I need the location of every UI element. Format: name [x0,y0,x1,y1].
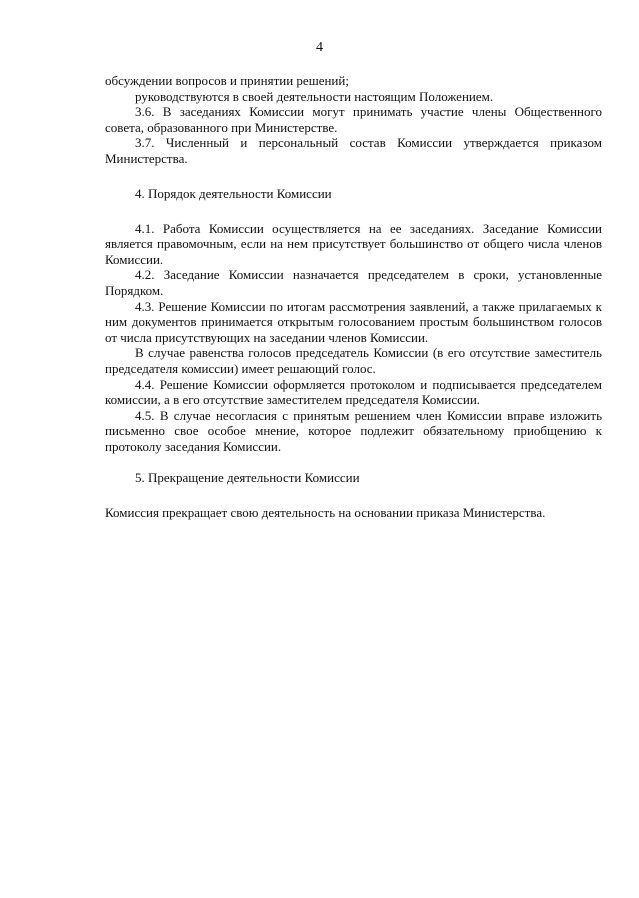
page-number: 4 [316,40,323,55]
paragraph-3-7: 3.7. Численный и персональный состав Комиссии утверждается приказом Министерства. [105,135,602,166]
paragraph-3-6: 3.6. В заседаниях Комиссии могут принимать участие члены Общественного совета, образованного при Министерстве. [105,104,602,135]
section-5-title: 5. Прекращение деятельности Комиссии [135,470,360,486]
document-body [105,73,602,521]
paragraph-4-3-tie-vote: В случае равенства голосов председатель Комиссии (в его отсутствие заместитель председателя комиссии) имеет решающий голос. [105,345,602,376]
paragraph-4-5: 4.5. В случае несогласия с принятым решением член Комиссии вправе изложить письменно свое особое мнение, которое подлежит обязательному приобщению к протоколу заседания Комиссии. [105,407,602,454]
paragraph-guided-by-regulation: руководствуются в своей деятельности настоящим Положением. [135,88,494,104]
paragraph-4-2: 4.2. Заседание Комиссии назначается председателем в сроки, установленные Порядком. [105,267,602,298]
paragraph-4-3: 4.3. Решение Комиссии по итогам рассмотрения заявлений, а также прилагаемых к ним документов принимается открытым голосованием простым большинством голосов от числа присутствующих на заседании членов Комиссии. [105,298,602,345]
paragraph-4-1: 4.1. Работа Комиссии осуществляется на ее заседаниях. Заседание Комиссии является правомочным, если на нем присутствует большинство от общего числа членов Комиссии. [105,220,602,267]
paragraph-4-4: 4.4. Решение Комиссии оформляется протоколом и подписывается председателем комиссии, а в его отсутствие заместителем председателя Комиссии. [105,376,602,408]
paragraph-5-termination: Комиссия прекращает свою деятельность на основании приказа Министерства. [105,505,546,521]
paragraph-section3-continuation: обсуждении вопросов и принятии решений; [105,73,349,88]
section-4-title: 4. Порядок деятельности Комиссии [135,185,332,201]
